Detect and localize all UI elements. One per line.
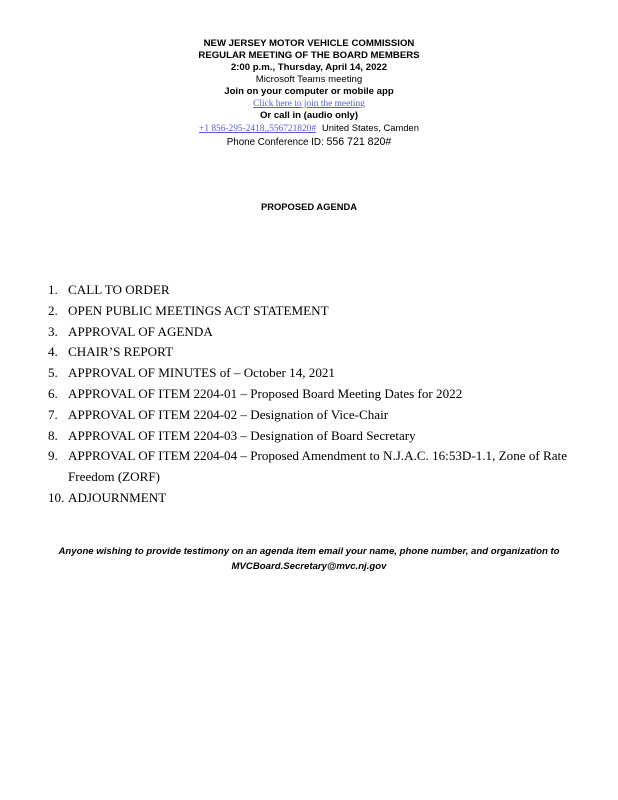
conference-id-label: Phone Conference ID: [226, 137, 324, 148]
phone-link[interactable]: +1 856-295-2418,,556721820# [199, 124, 317, 134]
agenda-item [48, 342, 588, 363]
agenda-item-text: APPROVAL OF ITEM 2204-01 – Proposed Board Meeting Dates for 2022 [68, 385, 463, 401]
meeting-title: REGULAR MEETING OF THE BOARD MEMBERS [198, 50, 420, 61]
agenda-item [48, 426, 588, 447]
agenda-item-text: OPEN PUBLIC MEETINGS ACT STATEMENT [68, 302, 329, 318]
agenda-item-text: APPROVAL OF MINUTES of – October 14, 2021 [68, 365, 335, 381]
agenda-item-number: 8. [48, 427, 58, 443]
join-heading: Join on your computer or mobile app [224, 86, 394, 97]
agenda-item-text: APPROVAL OF ITEM 2204-04 – Proposed Amendment to N.J.A.C. 16:53D-1.1, Zone of Rate Freedom (ZORF) [68, 448, 567, 485]
agenda-item-number: 3. [48, 323, 58, 339]
join-meeting-link[interactable]: Click here to join the meeting [253, 99, 365, 109]
agenda-title: PROPOSED AGENDA [260, 201, 358, 212]
agenda-item-number: 6. [48, 385, 58, 401]
secretary-email: MVCBoard.Secretary@mvc.nj.gov [231, 561, 387, 572]
agenda-item [48, 363, 588, 384]
testimony-note [0, 544, 618, 574]
agenda-item [48, 322, 588, 343]
testimony-note-line: Anyone wishing to provide testimony on an agenda item email your name, phone number, and organization to [58, 546, 560, 557]
agenda-item [48, 405, 588, 426]
agenda-item [48, 280, 588, 301]
agenda-item-text: CALL TO ORDER [68, 282, 170, 297]
agenda-item-number: 10. [48, 489, 65, 505]
agenda-item [48, 301, 588, 322]
agenda-item-number: 2. [48, 302, 58, 318]
agenda-item-number: 4. [48, 344, 58, 360]
org-name: NEW JERSEY MOTOR VEHICLE COMMISSION [203, 38, 415, 49]
phone-location: United States, Camden [322, 122, 419, 133]
meeting-datetime: 2:00 p.m., Thursday, April 14, 2022 [230, 62, 388, 73]
agenda-item-number: 5. [48, 365, 58, 381]
call-heading: Or call in (audio only) [259, 110, 359, 121]
agenda-item-text: ADJOURNMENT [68, 489, 167, 505]
agenda-item-text: APPROVAL OF ITEM 2204-03 – Designation of Board Secretary [68, 427, 416, 443]
conference-id: 556 721 820# [326, 136, 392, 148]
agenda-list [48, 280, 588, 509]
agenda-item-text: APPROVAL OF AGENDA [68, 323, 213, 339]
meeting-platform: Microsoft Teams meeting [255, 74, 363, 85]
agenda-item-text: APPROVAL OF ITEM 2204-02 – Designation of Vice-Chair [68, 406, 389, 422]
agenda-item [48, 384, 588, 405]
agenda-item-number: 7. [48, 406, 58, 422]
agenda-item-number: 9. [48, 448, 58, 464]
agenda-item-text: CHAIR’S REPORT [68, 344, 174, 360]
agenda-item [48, 488, 588, 509]
meeting-header [0, 38, 618, 149]
agenda-item-number: 1. [48, 282, 58, 297]
agenda-item [48, 446, 588, 488]
